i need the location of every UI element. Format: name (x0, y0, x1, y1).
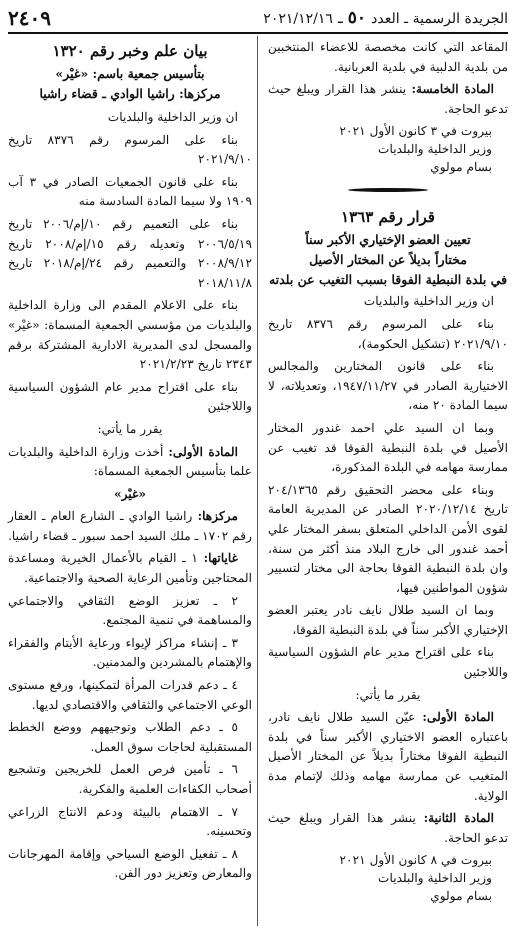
paragraph: بناء على قانون الجمعيات الصادر في ٣ آب ١٩٠٩ ولا سيما المادة السادسة منه (8, 174, 252, 209)
paragraph: وبما ان السيد علي احمد غندور المختار الأصيل في بلدة النبطية الفوقا قد تغيب عن ممارسة مهامه في البلدة المذكورة، (268, 420, 508, 475)
paragraph: بناء على اقتراح مدير عام الشؤون السياسية واللاجئين (268, 645, 508, 680)
right-column (268, 38, 508, 905)
signature-role: وزير الداخلية والبلديات (378, 142, 492, 157)
signature-role: وزير الداخلية والبلديات (378, 871, 492, 886)
goal-item: ٥ ـ دعم الطلاب وتوجيههم ووضع الخطط المستقبلية لحاجات سوق العمل. (8, 720, 252, 754)
signature-block-1 (268, 122, 492, 176)
goal-item: ٧ ـ الاهتمام بالبيئة ودعم الانتاج الزراعي وتحسينه. (8, 804, 252, 839)
page-header (8, 6, 508, 30)
decision-subtitle-1: تعيين العضو الإختياري الأكبر سناً (305, 232, 471, 248)
decides-heading: يقرر ما يأتي: (97, 421, 163, 436)
issue-date: ٢٠٢١/١٢/١٦ (263, 11, 333, 27)
association-name: «غيْر» (113, 486, 146, 501)
header-rule (8, 32, 508, 34)
paragraph: بناء على قانون المختارين والمجالس الاختيارية الصادر في ١٩٤٧/١١/٢٧، وتعديلاته، لا سيما المادة ٢٠ منه، (268, 359, 508, 413)
article-2: المادة الثانية: ينشر هذا القرار ويبلغ حيث تدعو الحاجة. (268, 811, 508, 845)
goal-item: غاياتها: ١ ـ القيام بالأعمال الخيرية ومساعدة المحتاجين وتأمين الرعاية الصحية والاجتماعية. (8, 551, 252, 586)
paragraph: بناء على المرسوم رقم ٨٣٧٦ تاريخ ٢٠٢١/٩/١٠ (تشكيل الحكومة)، (268, 316, 508, 351)
paragraph: بناء على المرسوم رقم ٨٣٧٦ تاريخ ٢٠٢١/٩/١٠ (8, 132, 252, 167)
decision-title: قرار رقم ١٣٦٣ (341, 208, 435, 227)
issue-number: ٥٠ ـ (332, 8, 367, 28)
notice-subtitle-1: بتأسيس جمعية باسم: «غيْر» (55, 66, 205, 81)
header-title-block (263, 8, 508, 28)
goal-item: ٨ ـ تفعيل الوضع السياحي وإقامة المهرجانات والمعارض وتعزيز دور الفن. (8, 846, 252, 881)
section-divider (348, 186, 428, 194)
goal-item: ٢ ـ تعزيز الوضع الثقافي والاجتماعي والمساهمة في تنمية المجتمع. (8, 593, 252, 628)
left-column (8, 38, 252, 887)
paragraph: ان وزير الداخلية والبلديات (363, 294, 494, 309)
column-divider (257, 36, 258, 926)
signature-date: بيروت في ٣ كانون الأول ٢٠٢١ (339, 124, 492, 139)
association-hq: مركزها: راشيا الوادي ـ الشارع العام ـ العقار رقم ١٧٠٢ ـ ملك السيد احمد سبور ـ قضاء راشيا. (8, 509, 252, 543)
page-number: ٢٤٠٩ (8, 6, 51, 30)
paragraph: ان وزير الداخلية والبلديات (107, 110, 238, 124)
decision-subtitle-3: في بلدة النبطية الفوقا بسبب التغيب عن بلدته (268, 272, 508, 288)
decision-subtitle-2: مختاراً بديلاً عن المختار الأصيل (309, 252, 467, 268)
notice-title: بيان علم وخبر رقم ١٣٢٠ (52, 42, 208, 60)
article-1: المادة الأولى: أخذت وزارة الداخلية والبلديات علما بتأسيس الجمعية المسماة: (8, 444, 252, 479)
paragraph: وبما ان السيد طلال نايف نادر يعتبر العضو الإختياري الأكبر سناً في بلدة النبطية الفوقا، (268, 603, 508, 637)
goal-item: ٣ ـ إنشاء مراكز لإيواء ورعاية الأيتام والفقراء والإهتمام بالمشردين والمدمنين. (8, 635, 252, 670)
paragraph: بناء على اقتراح مدير عام الشؤون السياسية واللاجئين (8, 379, 252, 414)
paragraph: بناء على الاعلام المقدم الى وزارة الداخلية والبلديات من مؤسسي الجمعية المسماة: «غيْر» والمسجل لدى المديرية الادارية المشتركة برقم ٢٣٤٣ تاريخ ٢٠٢١/٢/٢٣ (8, 298, 252, 372)
signature-name: بسام مولوي (430, 889, 492, 904)
continued-text: المقاعد التي كانت مخصصة للاعضاء المنتخبين من بلدية الدلبية في بلدية العربانية. (268, 40, 508, 74)
paragraph: وبناء على محضر التحقيق رقم ٢٠٤/١٣٦٥ تاريخ ٢٠٢٠/١٢/١٤ الصادر عن المديرية العامة لقوى الأمن الداخلي المتعلق بسفر المختار علي أحمد غندور الى خارج البلاد منذ أكثر من سنة، وان بلدة النبطية الفوقا بحاجة الى مختار لتسيير شؤون المواطنين فيها، (268, 482, 508, 595)
paragraph: بناء على التعميم رقم ١٠/إم/٢٠٠٦ تاريخ ٢٠٠٦/٥/١٩ وتعديله رقم ١٥/إم/٢٠٠٨ تاريخ ٢٠٠٨/٩/١٢ والتعميم رقم ٢٤/إم/٢٠١٨ تاريخ ٢٠١٨/١١/٨ (8, 216, 252, 290)
signature-date: بيروت في ٨ كانون الأول ٢٠٢١ (339, 853, 492, 868)
notice-subtitle-2: مركزها: راشيا الوادي ـ قضاء راشيا (39, 86, 221, 101)
signature-name: بسام مولوي (430, 160, 492, 175)
gazette-title: الجريدة الرسمية ـ العدد (371, 11, 508, 27)
decides-heading: يقرر ما يأتي: (355, 687, 421, 702)
article-1: المادة الأولى: عيّن السيد طلال نايف نادر، باعتباره العضو الاختياري الأكبر سناً في بلدة النبطية الفوقا مختاراً بديلاً عن المختار الأصيل المتغيب عن ممارسة مهامه وذلك لإتمام مدة الولاية. (268, 710, 508, 803)
article-5: المادة الخامسة: ينشر هذا القرار ويبلغ حيث تدعو الحاجة. (268, 82, 508, 116)
signature-block-2 (268, 851, 492, 905)
goal-item: ٤ ـ دعم قدرات المرأة لتمكينها، ورفع مستوى الوعي الاجتماعي والثقافي والاقتصادي لديها. (8, 678, 252, 712)
goal-item: ٦ ـ تأمين فرص العمل للخريجين وتشجيع أصحاب الكفاءات العلمية والفكرية. (8, 762, 252, 796)
